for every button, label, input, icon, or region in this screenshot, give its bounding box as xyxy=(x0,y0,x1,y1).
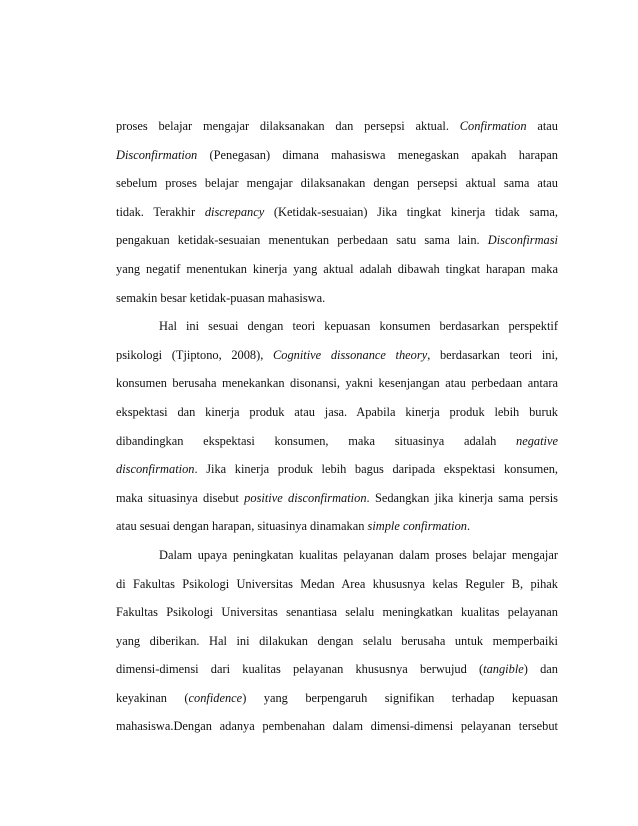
text-line xyxy=(116,198,558,227)
paragraph xyxy=(116,312,558,541)
text-run: atau sesuai dengan harapan, situasinya dinamakan xyxy=(116,519,368,534)
text-run: Fakultas Psikologi Universitas senantiasa selalu meningkatkan kualitas pelayanan xyxy=(116,605,558,620)
text-run: . xyxy=(466,519,471,534)
text-run: tidak. Terakhir xyxy=(116,204,205,219)
text-line xyxy=(116,169,558,198)
text-line xyxy=(116,112,558,141)
text-line xyxy=(116,712,558,741)
text-line xyxy=(116,226,558,255)
text-line xyxy=(116,684,558,713)
text-line xyxy=(116,570,558,599)
text-run: Hal ini sesuai dengan teori kepuasan konsumen berdasarkan perspektif xyxy=(159,319,558,334)
text-line xyxy=(116,369,558,398)
text-line xyxy=(116,427,558,456)
text-run: sebelum proses belajar mengajar dilaksanakan dengan persepsi aktual sama atau xyxy=(116,176,558,191)
italic-term: discrepancy xyxy=(204,204,265,219)
text-line xyxy=(116,255,558,284)
text-run: dimensi-dimensi dari kualitas pelayanan khususnya berwujud ( xyxy=(116,662,484,677)
text-run: maka situasinya disebut xyxy=(116,490,245,505)
italic-term: tangible xyxy=(483,662,524,677)
text-run: yang diberikan. Hal ini dilakukan dengan selalu berusaha untuk memperbaiki xyxy=(116,633,558,648)
text-run: (Penegasan) dimana mahasiswa menegaskan apakah harapan xyxy=(197,147,558,162)
text-run: . Jika kinerja produk lebih bagus daripada ekspektasi konsumen, xyxy=(194,462,558,477)
italic-term: positive disconfirmation xyxy=(244,490,367,505)
italic-term: Cognitive dissonance theory xyxy=(273,347,428,362)
text-run: semakin besar ketidak-puasan mahasiswa. xyxy=(116,290,326,305)
text-line xyxy=(116,341,558,370)
text-run: Dalam upaya peningkatan kualitas pelayanan dalam proses belajar mengajar xyxy=(159,547,558,562)
text-run: yang negatif menentukan kinerja yang aktual adalah dibawah tingkat harapan maka xyxy=(116,261,558,276)
italic-term: Disconfirmasi xyxy=(487,233,558,248)
text-line xyxy=(116,484,558,513)
italic-term: negative xyxy=(516,433,558,448)
text-run: di Fakultas Psikologi Universitas Medan Area khususnya kelas Reguler B, pihak xyxy=(116,576,558,591)
text-run: ) dan xyxy=(523,662,558,677)
text-line xyxy=(116,141,558,170)
text-run: konsumen berusaha menekankan disonansi, yakni kesenjangan atau perbedaan antara xyxy=(116,376,558,391)
text-run: ekspektasi dan kinerja produk atau jasa. Apabila kinerja produk lebih buruk xyxy=(116,404,558,419)
paragraph xyxy=(116,541,558,741)
italic-term: simple confirmation xyxy=(367,519,467,534)
text-line xyxy=(116,512,558,541)
italic-term: confidence xyxy=(188,690,243,705)
italic-term: disconfirmation xyxy=(116,462,195,477)
text-run: mahasiswa.Dengan adanya pembenahan dalam dimensi-dimensi pelayanan tersebut xyxy=(116,719,558,734)
text-line xyxy=(116,284,558,313)
text-line xyxy=(116,455,558,484)
text-run: . Sedangkan jika kinerja sama persis xyxy=(366,490,558,505)
text-run: proses belajar mengajar dilaksanakan dan persepsi aktual. xyxy=(116,119,460,133)
text-run: keyakinan ( xyxy=(116,690,189,705)
text-line xyxy=(116,627,558,656)
text-line xyxy=(116,598,558,627)
text-run: ) yang berpengaruh signifikan terhadap kepuasan xyxy=(242,690,558,705)
text-run: pengakuan ketidak-sesuaian menentukan perbedaan satu sama lain. xyxy=(116,233,488,248)
body-text xyxy=(116,112,558,741)
text-run: , berdasarkan teori ini, xyxy=(427,347,558,362)
italic-term: Disconfirmation xyxy=(116,147,198,162)
paragraph xyxy=(116,112,558,312)
text-line xyxy=(116,398,558,427)
italic-term: Confirmation xyxy=(459,119,527,133)
text-run: dibandingkan ekspektasi konsumen, maka situasinya adalah xyxy=(116,433,517,448)
text-run: atau xyxy=(526,119,558,133)
text-line xyxy=(116,312,558,341)
text-run: psikologi (Tjiptono, 2008), xyxy=(116,347,273,362)
text-line xyxy=(116,655,558,684)
text-run: (Ketidak-sesuaian) Jika tingkat kinerja tidak sama, xyxy=(264,204,558,219)
text-line xyxy=(116,541,558,570)
